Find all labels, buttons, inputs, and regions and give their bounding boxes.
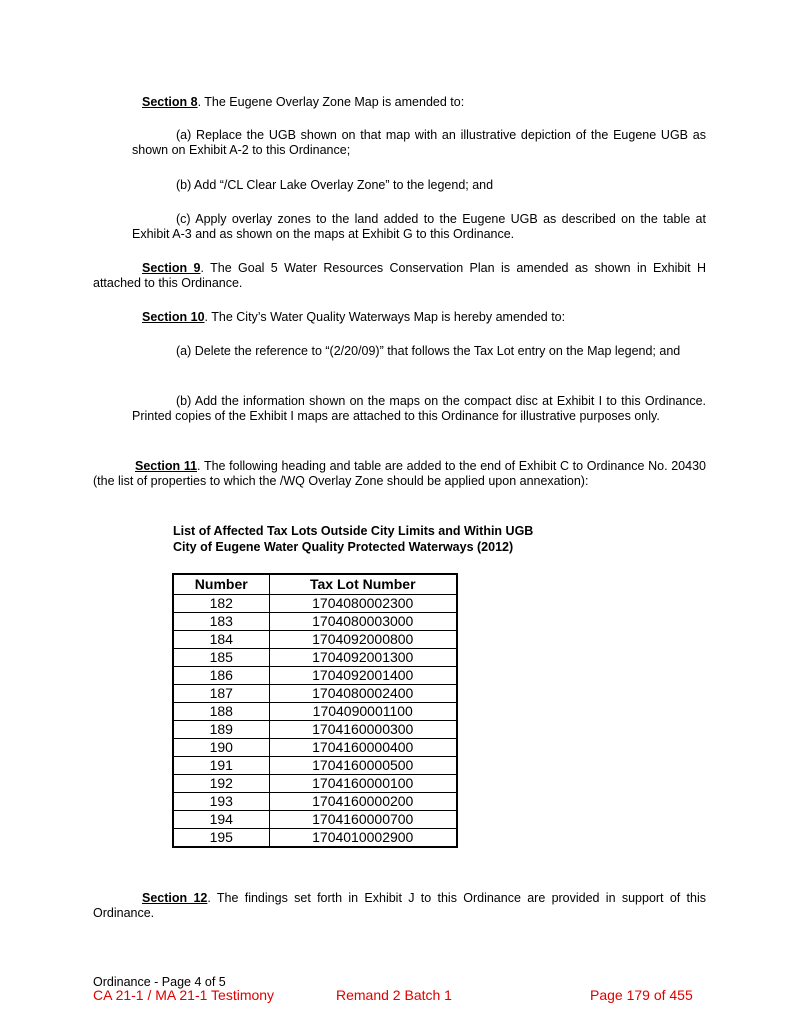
row-number: 191 (173, 757, 269, 775)
table-row (173, 649, 457, 667)
section-8-item-c: (c) Apply overlay zones to the land added to the Eugene UGB as described on the table at Exhibit A-3 and as shown on the maps at Exhibit G to this Ordinance. (132, 212, 706, 241)
column-header-tax-lot: Tax Lot Number (269, 574, 457, 595)
section-9-paragraph: Section 9. The Goal 5 Water Resources Conservation Plan is amended as shown in Exhibit H attached to this Ordinance. (93, 261, 706, 290)
row-tax-lot: 1704160000400 (269, 739, 457, 757)
table-title-line-2: City of Eugene Water Quality Protected Waterways (2012) (173, 540, 514, 554)
row-tax-lot: 1704090001100 (269, 703, 457, 721)
section-8-heading: Section 8 (142, 95, 198, 109)
row-number: 188 (173, 703, 269, 721)
table-row (173, 775, 457, 793)
row-number: 190 (173, 739, 269, 757)
section-8-item-b: (b) Add “/CL Clear Lake Overlay Zone” to the legend; and (176, 178, 494, 192)
row-number: 184 (173, 631, 269, 649)
section-10-item-a: (a) Delete the reference to “(2/20/09)” that follows the Tax Lot entry on the Map legend; and (176, 344, 681, 358)
row-number: 192 (173, 775, 269, 793)
section-10-intro: Section 10. The City’s Water Quality Waterways Map is hereby amended to: (142, 310, 566, 324)
table-row (173, 829, 457, 848)
row-tax-lot: 1704160000100 (269, 775, 457, 793)
row-tax-lot: 1704010002900 (269, 829, 457, 848)
section-8-intro: Section 8. The Eugene Overlay Zone Map is amended to: (142, 95, 465, 109)
table-row (173, 703, 457, 721)
row-number: 182 (173, 595, 269, 613)
table-row (173, 667, 457, 685)
section-12-heading: Section 12 (142, 891, 208, 905)
row-tax-lot: 1704160000500 (269, 757, 457, 775)
row-number: 189 (173, 721, 269, 739)
row-tax-lot: 1704092001400 (269, 667, 457, 685)
row-tax-lot: 1704160000300 (269, 721, 457, 739)
row-tax-lot: 1704092001300 (269, 649, 457, 667)
table-row (173, 613, 457, 631)
row-tax-lot: 1704160000200 (269, 793, 457, 811)
section-9-heading: Section 9 (142, 261, 201, 275)
table-title-line-1: List of Affected Tax Lots Outside City Limits and Within UGB (173, 524, 534, 538)
section-12-paragraph: Section 12. The findings set forth in Exhibit J to this Ordinance are provided in support of this Ordinance. (93, 891, 706, 920)
section-8-item-a: (a) Replace the UGB shown on that map with an illustrative depiction of the Eugene UGB as shown on Exhibit A-2 to this Ordinance; (132, 128, 706, 157)
table-row (173, 631, 457, 649)
row-number: 195 (173, 829, 269, 848)
table-row (173, 721, 457, 739)
row-number: 193 (173, 793, 269, 811)
row-number: 183 (173, 613, 269, 631)
row-tax-lot: 1704080002400 (269, 685, 457, 703)
footer-testimony: CA 21-1 / MA 21-1 Testimony (93, 987, 275, 1003)
table-row (173, 595, 457, 613)
table-row (173, 757, 457, 775)
section-11-paragraph: Section 11. The following heading and table are added to the end of Exhibit C to Ordinance No. 20430 (the list of properties to which the /WQ Overlay Zone should be applied upon annexation): (93, 459, 706, 488)
ordinance-page-label: Ordinance - Page 4 of 5 (93, 975, 226, 989)
section-11-heading: Section 11 (135, 459, 198, 473)
footer-page-count: Page 179 of 455 (590, 987, 693, 1003)
row-number: 187 (173, 685, 269, 703)
column-header-number: Number (173, 574, 269, 595)
section-10-item-b: (b) Add the information shown on the maps on the compact disc at Exhibit I to this Ordinance. Printed copies of the Exhibit I maps are attached to this Ordinance for illustrative purposes only. (132, 394, 706, 423)
table-row (173, 811, 457, 829)
table-row (173, 793, 457, 811)
row-number: 186 (173, 667, 269, 685)
footer-batch: Remand 2 Batch 1 (336, 987, 452, 1003)
row-tax-lot: 1704160000700 (269, 811, 457, 829)
section-10-heading: Section 10 (142, 310, 205, 324)
row-tax-lot: 1704080003000 (269, 613, 457, 631)
row-tax-lot: 1704092000800 (269, 631, 457, 649)
tax-lot-table (172, 573, 458, 848)
row-tax-lot: 1704080002300 (269, 595, 457, 613)
row-number: 185 (173, 649, 269, 667)
table-row (173, 685, 457, 703)
row-number: 194 (173, 811, 269, 829)
table-row (173, 739, 457, 757)
